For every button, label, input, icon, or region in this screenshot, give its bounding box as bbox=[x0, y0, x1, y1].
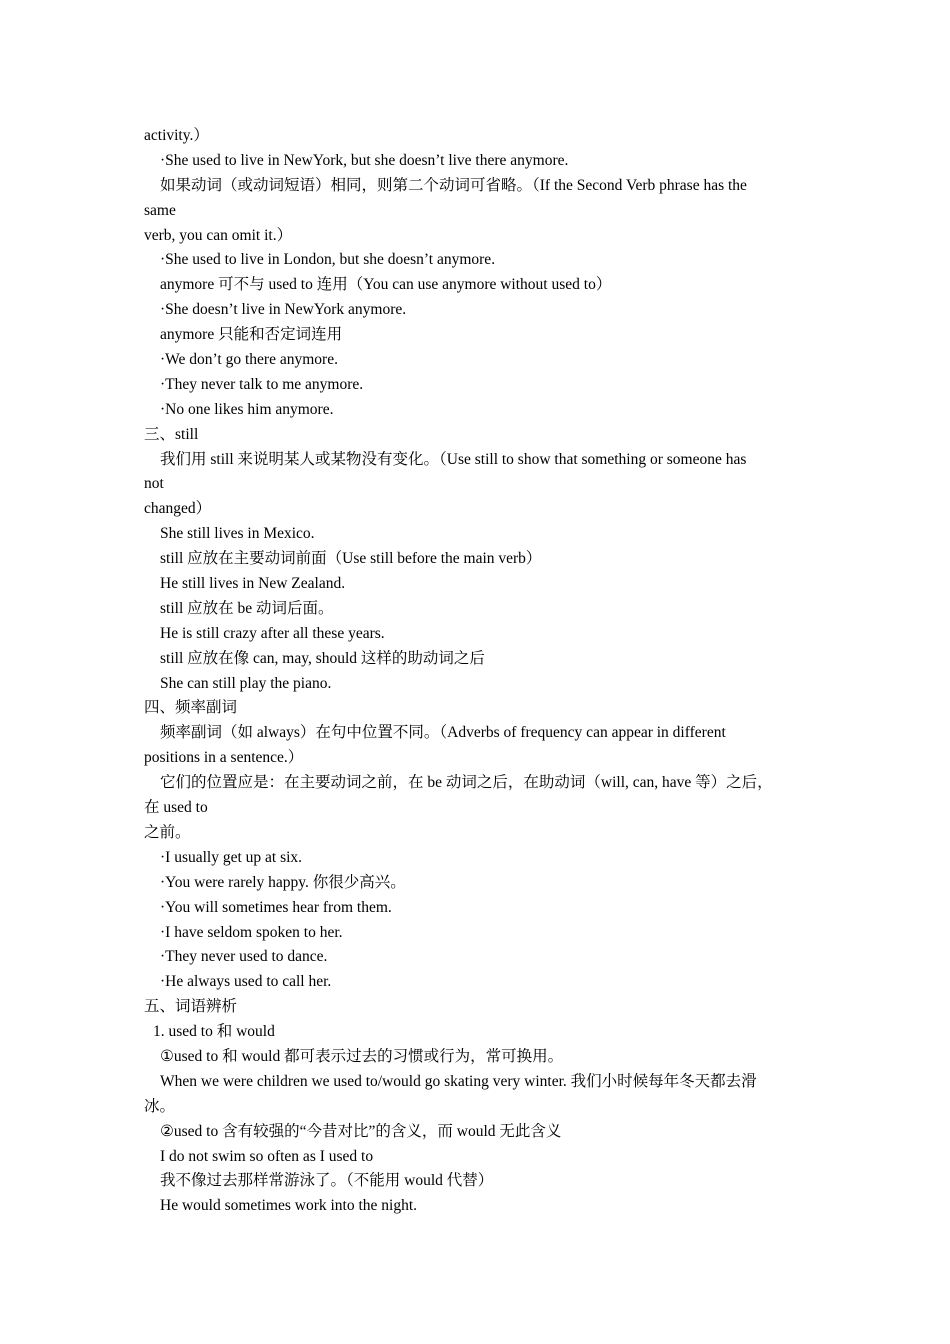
text-line: changed） bbox=[144, 500, 212, 518]
text-line: He would sometimes work into the night. bbox=[160, 1197, 418, 1215]
text-line: ·She used to live in NewYork, but she doesn’t live there anymore. bbox=[160, 151, 569, 169]
text-line: still 应放在 be 动词后面。 bbox=[160, 599, 334, 617]
text-line: same bbox=[144, 201, 176, 219]
text-line: anymore 只能和否定词连用 bbox=[160, 326, 343, 344]
text-line: ②used to 含有较强的“今昔对比”的含义，而 would 无此含义 bbox=[160, 1122, 562, 1140]
text-line: 1. used to 和 would bbox=[153, 1023, 275, 1041]
text-line: ·She doesn’t live in NewYork anymore. bbox=[160, 301, 407, 319]
text-line: ·I usually get up at six. bbox=[160, 848, 303, 866]
text-line: 五、词语辨析 bbox=[144, 998, 238, 1016]
text-line: ·You will sometimes hear from them. bbox=[160, 898, 392, 916]
text-line: 如果动词（或动词短语）相同，则第二个动词可省略。（If the Second Verb phrase has the bbox=[160, 176, 747, 194]
text-line: anymore 可不与 used to 连用（You can use anymore without used to） bbox=[160, 276, 612, 294]
text-line: 三、still bbox=[144, 425, 199, 443]
text-line: 四、频率副词 bbox=[144, 699, 238, 717]
text-line: ·She used to live in London, but she doesn’t anymore. bbox=[160, 251, 496, 269]
text-line: 频率副词（如 always）在句中位置不同。（Adverbs of frequency can appear in different bbox=[160, 724, 726, 742]
text-line: still 应放在主要动词前面（Use still before the main verb） bbox=[160, 550, 542, 568]
text-line: ·No one likes him anymore. bbox=[160, 400, 334, 418]
text-line: ·They never used to dance. bbox=[160, 948, 328, 966]
text-line: 之前。 bbox=[144, 823, 191, 841]
text-line: When we were children we used to/would go skating very winter. 我们小时候每年冬天都去滑 bbox=[160, 1072, 757, 1090]
text-line: still 应放在像 can, may, should 这样的助动词之后 bbox=[160, 649, 485, 667]
text-line: I do not swim so often as I used to bbox=[160, 1147, 374, 1165]
text-line: He is still crazy after all these years. bbox=[160, 624, 385, 642]
text-line: positions in a sentence.） bbox=[144, 749, 304, 767]
text-line: 我们用 still 来说明某人或某物没有变化。（Use still to show that something or someone has bbox=[160, 450, 747, 468]
text-line: 冰。 bbox=[144, 1097, 176, 1115]
text-line: ·We don’t go there anymore. bbox=[160, 351, 338, 369]
text-line: verb, you can omit it.） bbox=[144, 226, 293, 244]
text-line: activity.） bbox=[144, 127, 209, 144]
text-line: He still lives in New Zealand. bbox=[160, 575, 346, 593]
text-line: ·You were rarely happy. 你很少高兴。 bbox=[160, 873, 406, 891]
text-line: ·I have seldom spoken to her. bbox=[160, 923, 343, 941]
text-line: not bbox=[144, 475, 164, 493]
text-line: She still lives in Mexico. bbox=[160, 525, 315, 543]
text-line: ·He always used to call her. bbox=[160, 973, 332, 991]
text-line: 它们的位置应是：在主要动词之前，在 be 动词之后，在助动词（will, can, have 等）之后， bbox=[160, 774, 773, 792]
document-body bbox=[144, 124, 816, 1219]
text-line: She can still play the piano. bbox=[160, 674, 332, 692]
text-line: 在 used to bbox=[144, 799, 208, 817]
text-line: ①used to 和 would 都可表示过去的习惯或行为，常可换用。 bbox=[160, 1047, 564, 1065]
text-line: 我不像过去那样常游泳了。（不能用 would 代替） bbox=[160, 1172, 494, 1190]
text-line: ·They never talk to me anymore. bbox=[160, 375, 364, 393]
